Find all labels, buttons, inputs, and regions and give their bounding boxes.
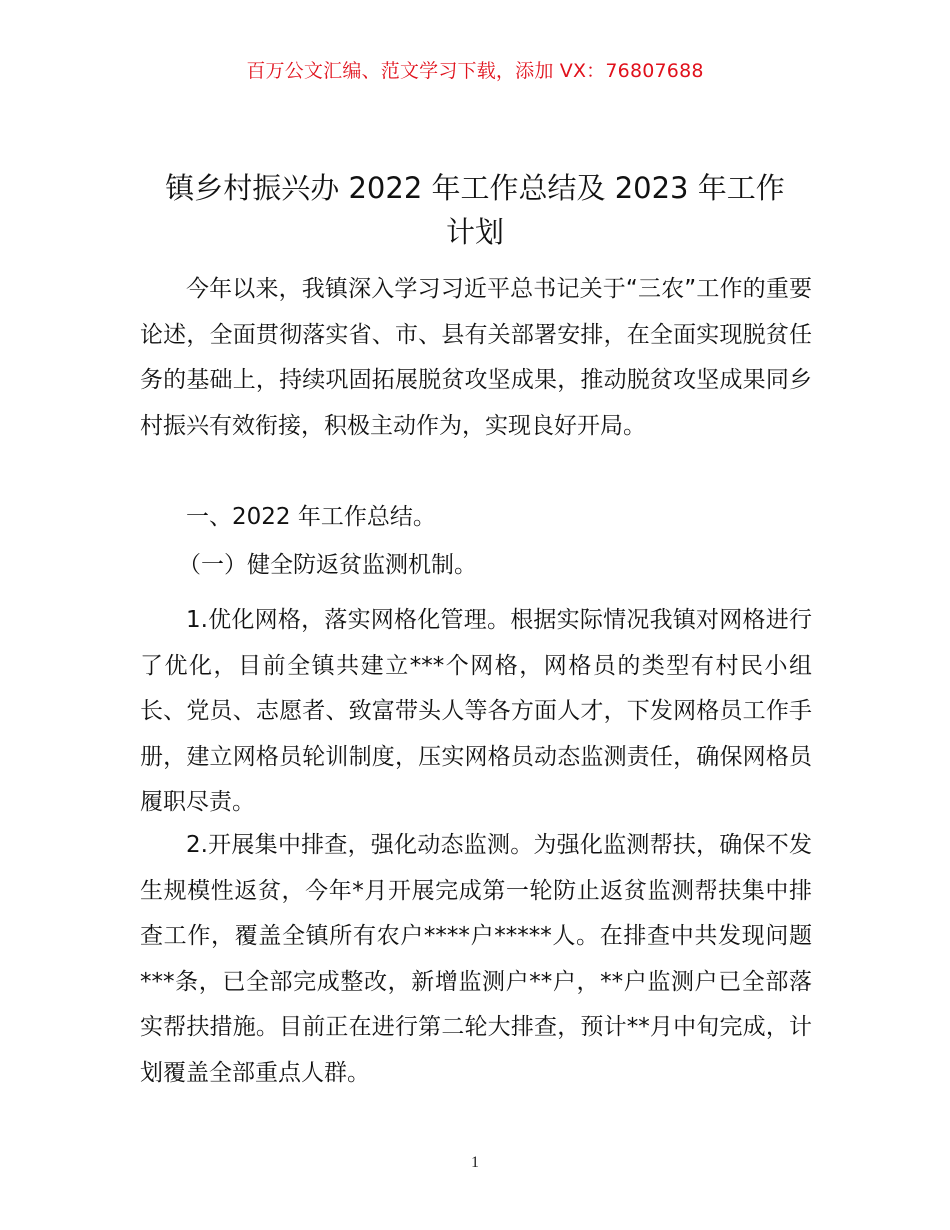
document-title bbox=[140, 166, 810, 254]
page-number: 1 bbox=[471, 1154, 479, 1171]
title-line-2: 计划 bbox=[445, 215, 504, 249]
section-1-heading: 一、2022 年工作总结。 bbox=[186, 504, 436, 530]
item-2-text: 2.开展集中排查，强化动态监测。为强化监测帮扶，确保不发生规模性返贫，今年*月开展完成第一轮防止返贫监测帮扶集中排查工作，覆盖全镇所有农户****户*****人。在排查中共发现问题***条，已全部完成整改，新增监测户**户，**户监测户已全部落实帮扶措施。目前正在进行第二轮大排查，预计**月中旬完成，计划覆盖全部重点人群。 bbox=[140, 832, 812, 1086]
watermark-banner: 百万公文汇编、范文学习下载，添加 VX：76807688 bbox=[246, 60, 704, 82]
subsection-heading bbox=[140, 543, 812, 589]
subsection-1-heading: （一）健全防返贫监测机制。 bbox=[178, 552, 477, 578]
section-heading bbox=[140, 495, 812, 541]
item-1-paragraph bbox=[140, 598, 812, 826]
item-2-paragraph bbox=[140, 823, 812, 1096]
title-line-1: 镇乡村振兴办 2022 年工作总结及 2023 年工作 bbox=[165, 171, 785, 205]
item-1-text: 1.优化网格，落实网格化管理。根据实际情况我镇对网格进行了优化，目前全镇共建立***个网格，网格员的类型有村民小组长、党员、志愿者、致富带头人等各方面人才，下发网格员工作手册，建立网格员轮训制度，压实网格员动态监测责任，确保网格员履职尽责。 bbox=[140, 607, 812, 815]
intro-text: 今年以来，我镇深入学习习近平总书记关于“三农”工作的重要论述，全面贯彻落实省、市、县有关部署安排，在全面实现脱贫任务的基础上，持续巩固拓展脱贫攻坚成果，推动脱贫攻坚成果同乡村振兴有效衔接，积极主动作为，实现良好开局。 bbox=[140, 276, 812, 439]
intro-paragraph bbox=[140, 267, 812, 449]
